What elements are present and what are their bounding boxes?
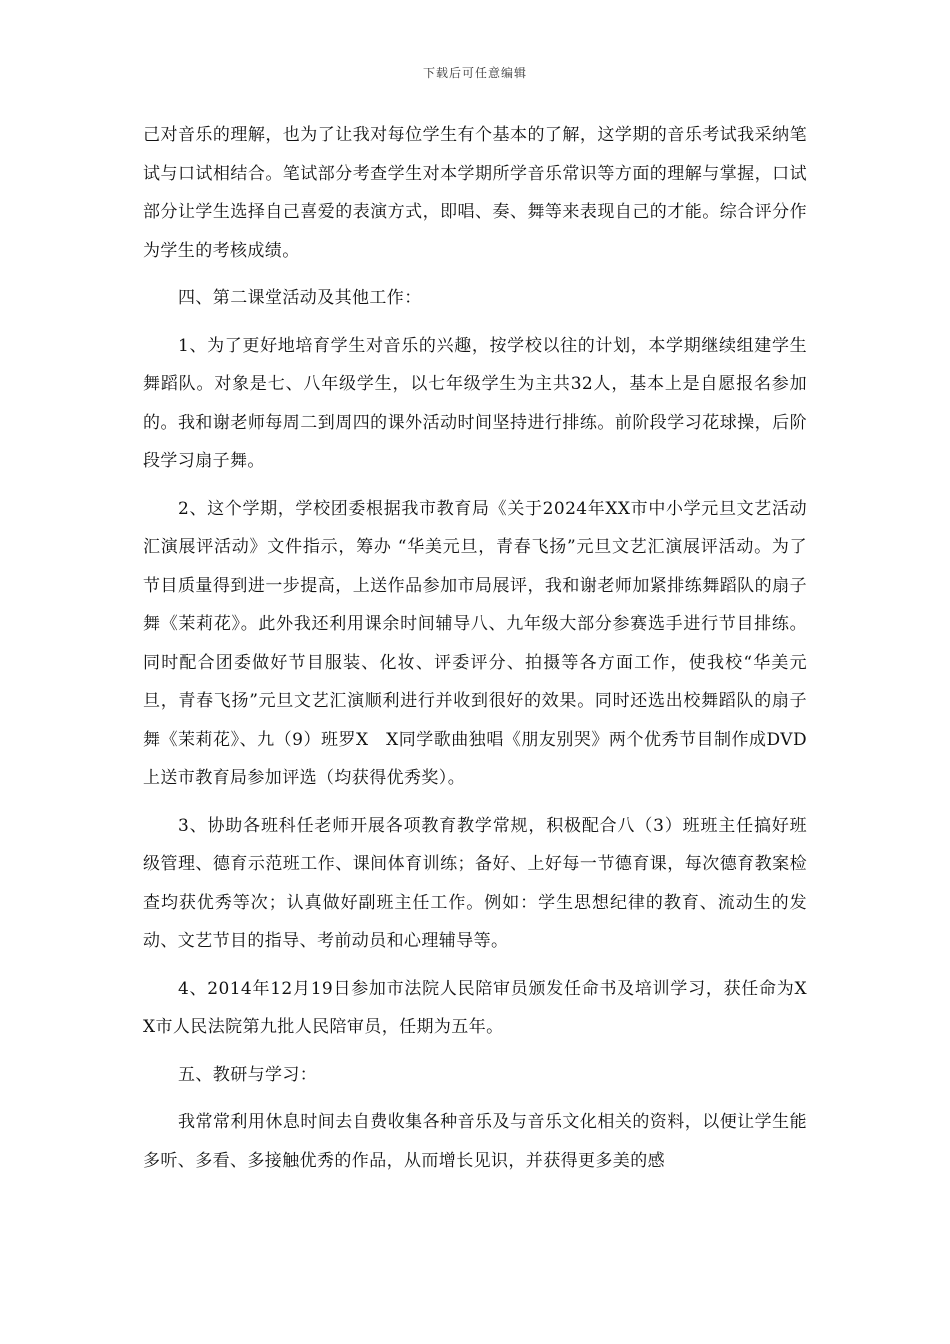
section-heading-research: 五、教研与学习： [178, 1064, 318, 1085]
section-heading-extracurricular: 四、第二课堂活动及其他工作： [178, 288, 422, 308]
page-header: 下载后可任意编辑 [422, 66, 527, 80]
paragraph-new-year-gala: 2、这个学期，学校团委根据我市教育局《关于2024年XX市中小学元旦文艺活动汇演展评活动》文件指示，筹办 “华美元旦，青春飞扬”元旦文艺汇演展评活动。为了节目质量得到进一步提高，上送作品参加市局展评，我和谢老师加紧排练舞蹈队的扇子舞《茉莉花》。此外我还利用课余时间辅导八、九年级大部分参赛选手进行节目排练。同时配合团委做好节目服装、化妆、评委评分、拍摄等各方面工作，使我校“华美元旦，青春飞扬”元旦文艺汇演顺利进行并收到很好的效果。同时还选出校舞蹈队的扇子舞《茉莉花》、九（9）班罗X X同学歌曲独唱《朋友别哭》两个优秀节目制作成DVD上送市教育局参加评选（均获得优秀奖）。 [143, 498, 807, 788]
paragraph-juror-appointment: 4、2014年12月19日参加市法院人民陪审员颁发任命书及培训学习，获任命为X X市人民法院第九批人民陪审员，任期为五年。 [143, 978, 807, 1037]
document-body [143, 116, 807, 1189]
paragraph-self-study: 我常常利用休息时间去自费收集各种音乐及与音乐文化相关的资料，以便让学生能多听、多看、多接触优秀的作品，从而增长见识，并获得更多美的感 [143, 1112, 807, 1171]
paragraph-continuation: 己对音乐的理解，也为了让我对每位学生有个基本的了解，这学期的音乐考试我采纳笔试与口试相结合。笔试部分考查学生对本学期所学音乐常识等方面的理解与掌握，口试部分让学生选择自己喜爱的表演方式，即唱、奏、舞等来表现自己的才能。综合评分作为学生的考核成绩。 [143, 125, 807, 261]
paragraph-dance-team: 1、为了更好地培育学生对音乐的兴趣，按学校以往的计划，本学期继续组建学生舞蹈队。对象是七、八年级学生，以七年级学生为主共32人，基本上是自愿报名参加的。我和谢老师每周二到周四的课外活动时间坚持进行排练。前阶段学习花球操，后阶段学习扇子舞。 [143, 335, 807, 471]
paragraph-class-management: 3、协助各班科任老师开展各项教育教学常规，积极配合八（3）班班主任搞好班级管理、德育示范班工作、课间体育训练；备好、上好每一节德育课，每次德育教案检查均获优秀等次；认真做好副班主任工作。例如：学生思想纪律的教育、流动生的发动、文艺节目的指导、考前动员和心理辅导等。 [143, 815, 807, 951]
